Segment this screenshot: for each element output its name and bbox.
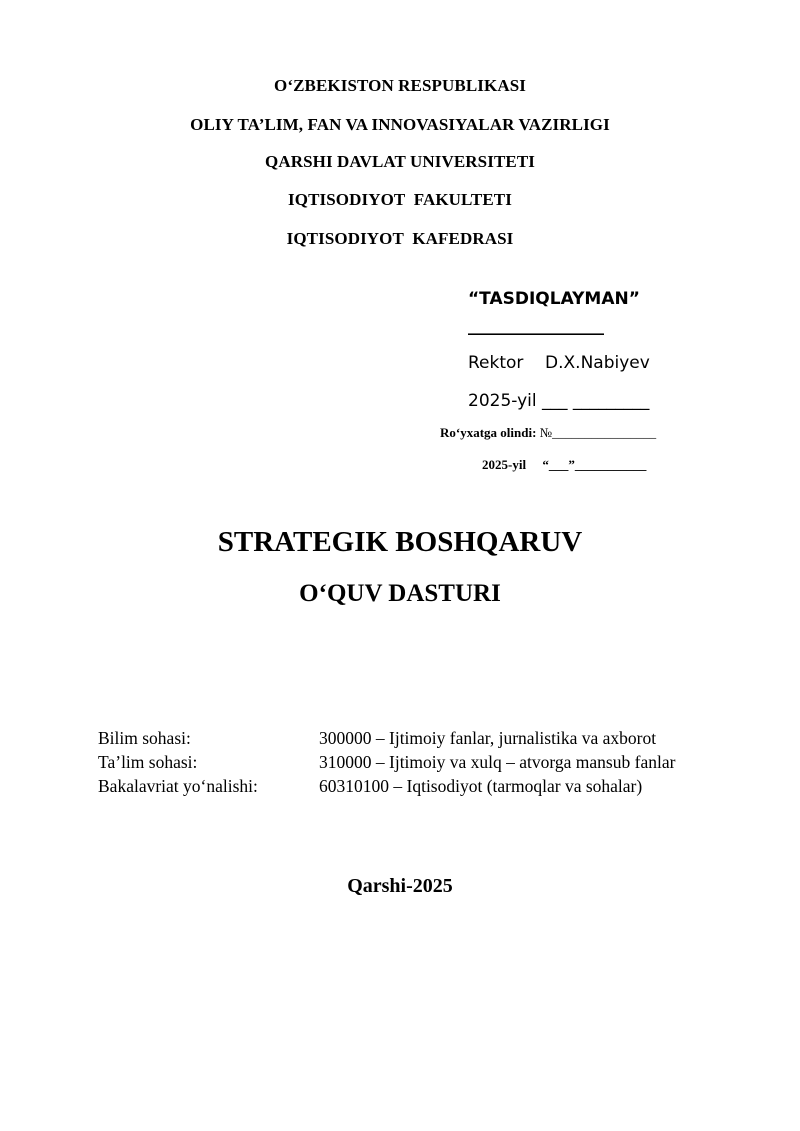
registration-label: Ro‘yxatga olindi: (440, 425, 537, 440)
place-year: Qarshi-2025 (347, 875, 453, 897)
country-heading: O‘ZBEKISTON RESPUBLIKASI (274, 76, 526, 95)
info-value: 60310100 – Iqtisodiyot (tarmoqlar va sohalar) (319, 776, 643, 796)
info-label: Ta’lim sohasi: (98, 752, 198, 772)
info-value: 300000 – Ijtimoiy fanlar, jurnalistika va axborot (319, 728, 657, 748)
registration-date-line: “___”___________ (542, 457, 647, 472)
rector-position: Rektor (468, 353, 524, 373)
department-heading: IQTISODIYOT KAFEDRASI (286, 229, 514, 248)
document-subtitle: O‘QUV DASTURI (299, 580, 501, 607)
rector-signature (468, 353, 650, 373)
info-label: Bakalavriat yo‘nalishi: (98, 776, 258, 796)
registration-date (482, 457, 646, 473)
info-label: Bilim sohasi: (98, 728, 191, 748)
ministry-heading: OLIY TA’LIM, FAN VA INNOVASIYALAR VAZIRLIGI (190, 115, 610, 134)
info-value: 310000 – Ijtimoiy va xulq – atvorga mansub fanlar (319, 752, 676, 772)
signature-line: ________________ (468, 316, 604, 336)
faculty-heading: IQTISODIYOT FAKULTETI (288, 190, 512, 209)
university-heading: QARSHI DAVLAT UNIVERSITETI (265, 152, 535, 171)
registration-number: №________________ (539, 425, 657, 440)
registration-year: 2025-yil (482, 457, 527, 472)
approval-stamp: “TASDIQLAYMAN” (468, 289, 640, 309)
registration-line (440, 425, 656, 441)
approval-date: 2025-yil ___ _________ (468, 391, 650, 411)
rector-name: D.X.Nabiyev (545, 353, 650, 373)
document-title: STRATEGIK BOSHQARUV (217, 526, 583, 558)
